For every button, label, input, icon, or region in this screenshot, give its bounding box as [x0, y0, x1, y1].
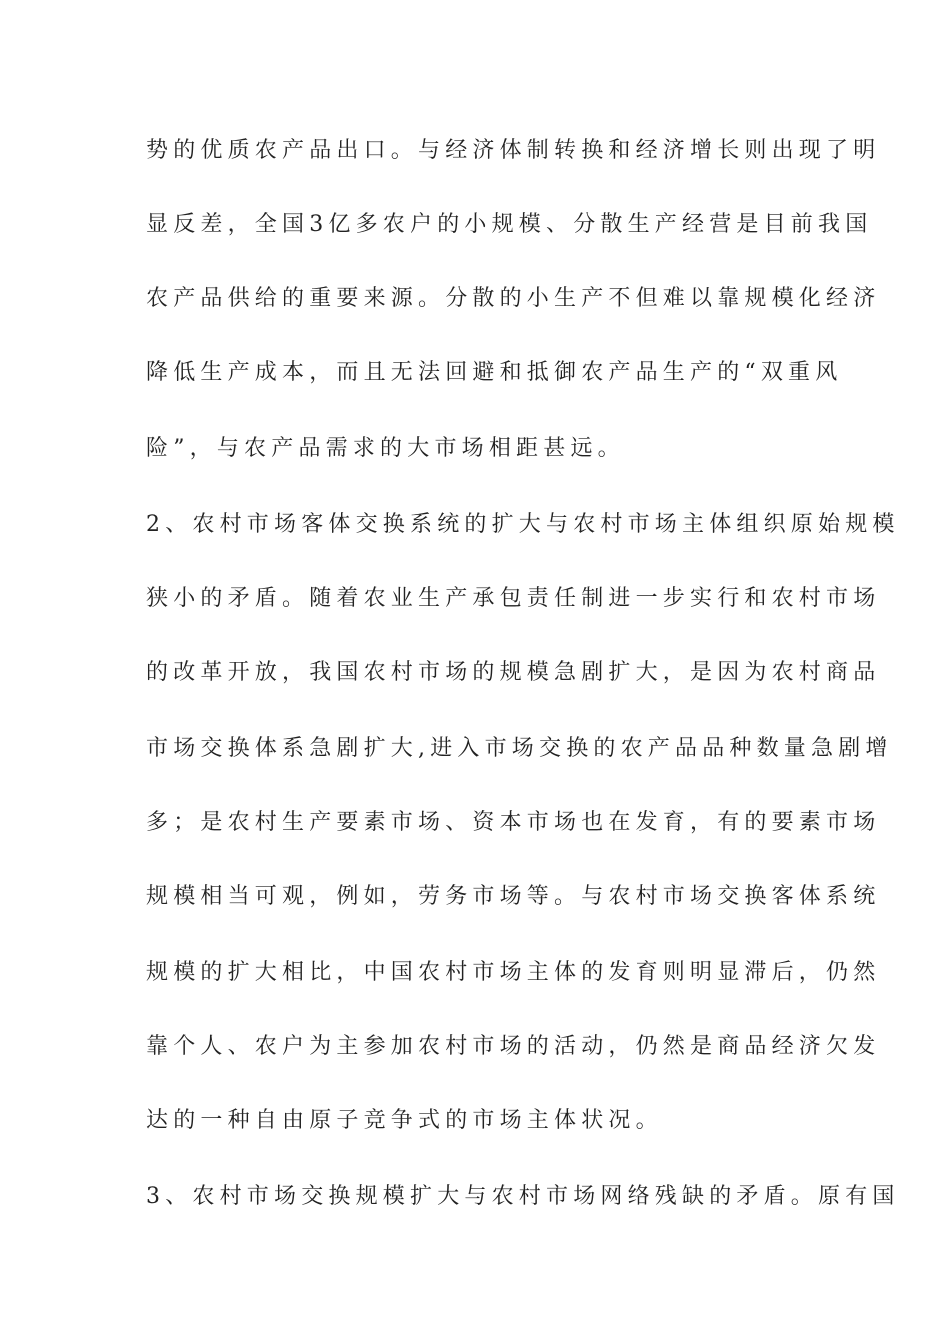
text-line: 多；是农村生产要素市场、资本市场也在发育，有的要素市场 — [146, 810, 881, 835]
text-line: 市场交换体系急剧扩大,进入市场交换的农产品品种数量急剧增 — [146, 736, 893, 761]
text-line: 规模的扩大相比，中国农村市场主体的发育则明显滞后，仍然 — [146, 960, 881, 985]
text-line: 农产品供给的重要来源。分散的小生产不但难以靠规模化经济 — [146, 286, 881, 311]
text-line: 的改革开放，我国农村市场的规模急剧扩大，是因为农村商品 — [146, 660, 881, 685]
text-line: 降低生产成本，而且无法回避和抵御农产品生产的“双重风 — [146, 360, 843, 385]
paragraph-2-first-line: 2、农村市场客体交换系统的扩大与农村市场主体组织原始规模 — [146, 512, 900, 537]
text-line: 势的优质农产品出口。与经济体制转换和经济增长则出现了明 — [146, 138, 881, 163]
text-line: 靠个人、农户为主参加农村市场的活动，仍然是商品经济欠发 — [146, 1034, 881, 1059]
text-line: 险”，与农产品需求的大市场相距甚远。 — [146, 436, 625, 461]
text-line: 规模相当可观，例如，劳务市场等。与农村市场交换客体系统 — [146, 884, 881, 909]
paragraph-3-first-line: 3、农村市场交换规模扩大与农村市场网络残缺的矛盾。原有国 — [146, 1184, 900, 1209]
text-line: 达的一种自由原子竞争式的市场主体状况。 — [146, 1108, 663, 1133]
text-line: 狭小的矛盾。随着农业生产承包责任制进一步实行和农村市场 — [146, 586, 881, 611]
text-line: 显反差，全国3亿多农户的小规模、分散生产经营是目前我国 — [146, 212, 873, 237]
